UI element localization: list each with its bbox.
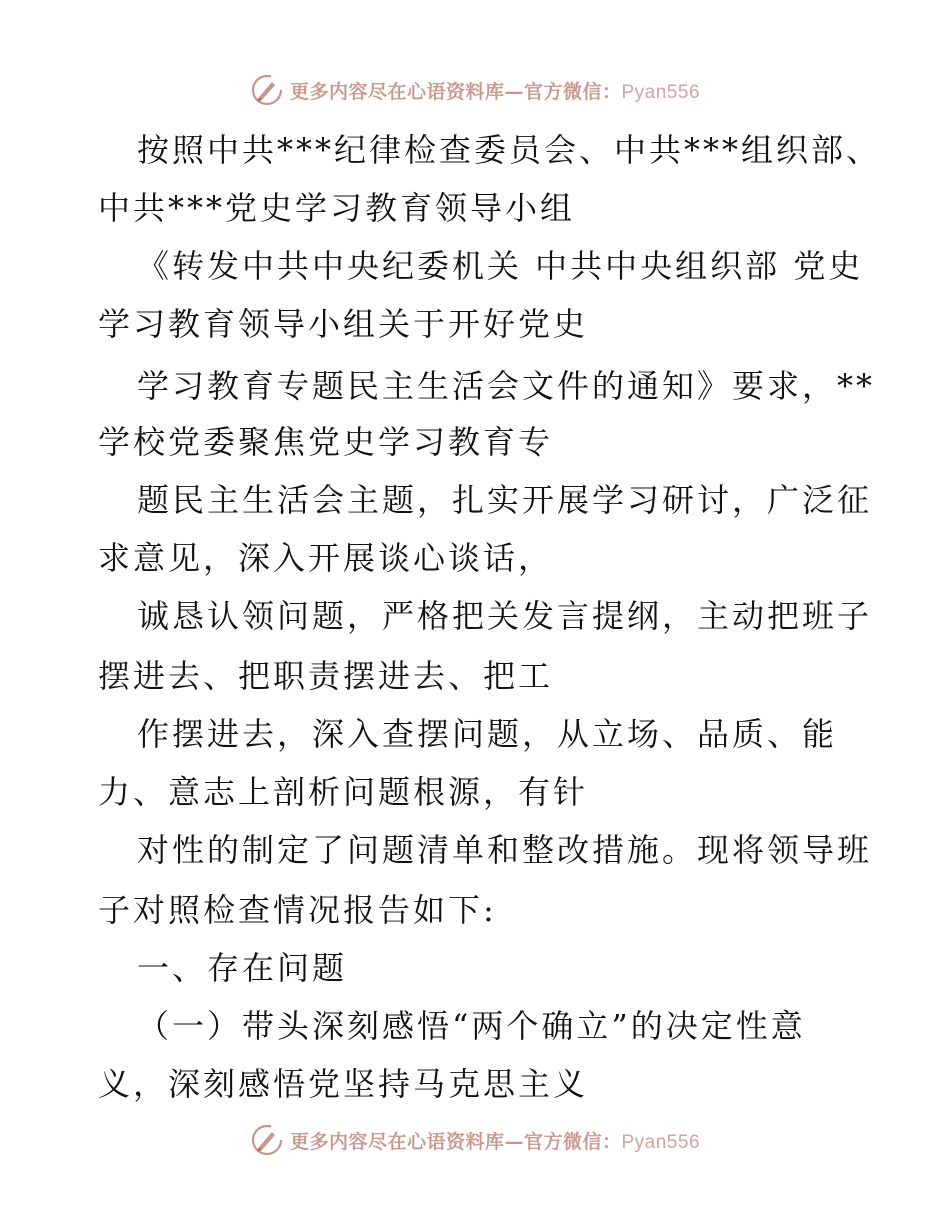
header-banner-label: 更多内容尽在心语资料库—官方微信： <box>289 80 622 103</box>
body-line: 中共***党史学习教育领导小组 <box>98 189 576 227</box>
header-banner <box>0 68 950 112</box>
footer-banner <box>0 1118 950 1162</box>
body-line: 按照中共***纪律检查委员会、中共***组织部、 <box>137 131 882 169</box>
body-line: 诚恳认领问题，严格把关发言提纲，主动把班子 <box>137 597 873 635</box>
body-line: 义，深刻感悟党坚持马克思主义 <box>98 1065 589 1103</box>
footer-wechat-id: Pyan556 <box>621 1131 701 1153</box>
body-line: 子对照检查情况报告如下: <box>98 891 497 929</box>
header-banner-text <box>290 77 700 104</box>
section-heading: 一、存在问题 <box>137 949 348 987</box>
header-wechat-id: Pyan556 <box>621 81 701 103</box>
body-line: 作摆进去，深入查摆问题，从立场、品质、能 <box>137 715 838 753</box>
footer-banner-label: 更多内容尽在心语资料库—官方微信： <box>289 1130 622 1153</box>
body-line: 学校党委聚焦党史学习教育专 <box>98 423 554 461</box>
body-line: 对性的制定了问题清单和整改措施。现将领导班 <box>137 831 873 869</box>
body-line: 求意见，深入开展谈心谈话， <box>98 539 554 577</box>
body-line: 学习教育专题民主生活会文件的通知》要求，** <box>137 367 876 405</box>
footer-banner-text <box>290 1127 700 1154</box>
body-line: （一）带头深刻感悟“两个确立”的决定性意 <box>137 1007 806 1045</box>
brush-pen-logo-icon <box>250 1123 284 1157</box>
body-line: 力、意志上剖析问题根源，有针 <box>98 773 589 811</box>
brush-pen-logo-icon <box>250 73 284 107</box>
body-line: 学习教育领导小组关于开好党史 <box>98 305 589 343</box>
body-line: 题民主生活会主题，扎实开展学习研讨，广泛征 <box>137 481 873 519</box>
body-line: 《转发中共中央纪委机关 中共中央组织部 党史 <box>137 247 864 285</box>
body-line: 摆进去、把职责摆进去、把工 <box>98 657 554 695</box>
